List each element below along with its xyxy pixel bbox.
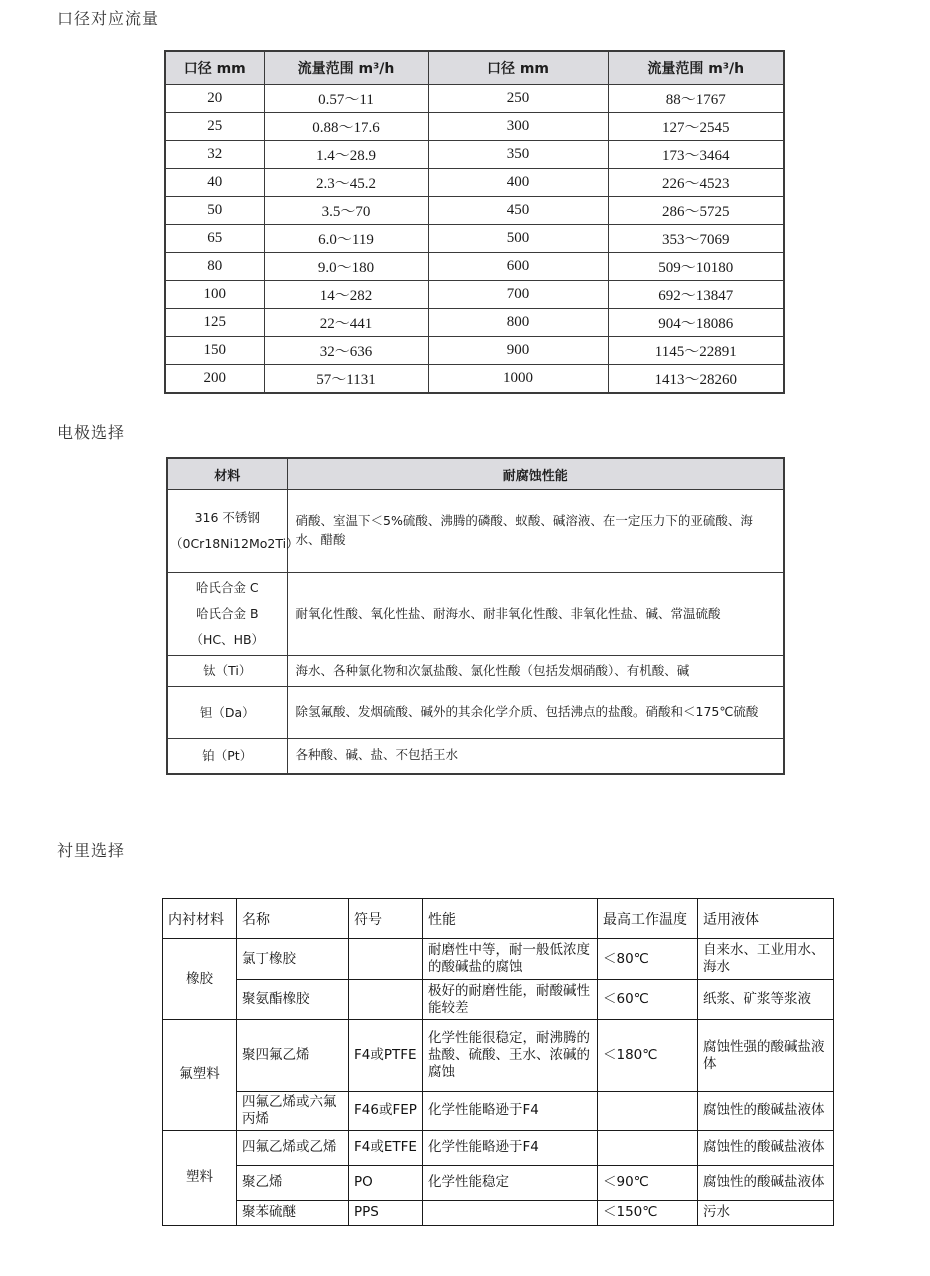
lining-liquids-cell: 腐蚀性强的酸碱盐液体 [698, 1020, 834, 1092]
lining-max-temp-cell: ＜60℃ [598, 980, 698, 1020]
lining-max-temp-cell: ＜150℃ [598, 1200, 698, 1225]
flow-cell: 509～10180 [608, 253, 784, 281]
flow-cell: 1145～22891 [608, 337, 784, 365]
lining-performance-cell: 极好的耐磨性能，耐酸碱性能较差 [423, 980, 598, 1020]
lining-table-row [163, 980, 834, 1020]
flow-cell: 904～18086 [608, 309, 784, 337]
lining-performance-cell: 耐磨性中等，耐一般低浓度的酸碱盐的腐蚀 [423, 939, 598, 980]
flow-cell: 500 [428, 225, 608, 253]
lining-header-cell: 内衬材料 [163, 899, 237, 939]
flow-cell: 80 [165, 253, 264, 281]
flow-cell: 125 [165, 309, 264, 337]
lining-table-row [163, 1020, 834, 1092]
lining-liquids-cell: 腐蚀性的酸碱盐液体 [698, 1092, 834, 1131]
lining-max-temp-cell: ＜90℃ [598, 1165, 698, 1200]
lining-symbol-cell: F46或FEP [349, 1092, 423, 1131]
electrode-table-row [167, 490, 784, 573]
flow-table-body [165, 85, 784, 394]
section-title-lining: 衬里选择 [57, 841, 126, 860]
electrode-material-cell [167, 573, 287, 656]
lining-performance-cell: 化学性能略逊于F4 [423, 1092, 598, 1131]
lining-name-cell: 四氟乙烯或乙烯 [237, 1130, 349, 1165]
flow-cell: 32～636 [264, 337, 428, 365]
lining-performance-cell: 化学性能略逊于F4 [423, 1130, 598, 1165]
electrode-performance-cell: 耐氧化性酸、氧化性盐、耐海水、耐非氧化性酸、非氧化性盐、碱、常温硫酸 [287, 573, 784, 656]
lining-name-cell: 聚苯硫醚 [237, 1200, 349, 1225]
electrode-performance-cell: 除氢氟酸、发烟硫酸、碱外的其余化学介质、包括沸点的盐酸。硝酸和＜175℃硫酸 [287, 687, 784, 739]
flow-cell: 65 [165, 225, 264, 253]
electrode-table-row [167, 687, 784, 739]
flow-cell: 0.88～17.6 [264, 113, 428, 141]
electrode-table-body [167, 490, 784, 774]
lining-max-temp-cell: ＜180℃ [598, 1020, 698, 1092]
flow-cell: 350 [428, 141, 608, 169]
electrode-material-cell [167, 687, 287, 739]
lining-liquids-cell: 腐蚀性的酸碱盐液体 [698, 1130, 834, 1165]
flow-table-row [165, 113, 784, 141]
lining-table-row [163, 1200, 834, 1225]
electrode-material-line: 哈氏合金 B [195, 606, 259, 621]
flow-cell: 200 [165, 365, 264, 394]
electrode-performance-cell: 硝酸、室温下＜5%硫酸、沸腾的磷酸、蚁酸、碱溶液、在一定压力下的亚硫酸、海水、醋酸 [287, 490, 784, 573]
lining-header-cell: 符号 [349, 899, 423, 939]
flow-cell: 127～2545 [608, 113, 784, 141]
flow-table-row [165, 225, 784, 253]
electrode-header-cell: 耐腐蚀性能 [287, 458, 784, 490]
section-title-flow: 口径对应流量 [57, 9, 160, 28]
electrode-table-header-row [167, 458, 784, 490]
flow-cell: 226～4523 [608, 169, 784, 197]
flow-cell: 20 [165, 85, 264, 113]
flow-cell: 400 [428, 169, 608, 197]
electrode-table-row [167, 573, 784, 656]
flow-cell: 1413～28260 [608, 365, 784, 394]
flow-cell: 2.3～45.2 [264, 169, 428, 197]
flow-table-row [165, 281, 784, 309]
flow-cell: 600 [428, 253, 608, 281]
lining-material-group-cell: 橡胶 [163, 939, 237, 1020]
electrode-table [166, 457, 785, 775]
lining-liquids-cell: 腐蚀性的酸碱盐液体 [698, 1165, 834, 1200]
lining-header-cell: 适用液体 [698, 899, 834, 939]
flow-cell: 150 [165, 337, 264, 365]
flow-cell: 88～1767 [608, 85, 784, 113]
lining-name-cell: 氯丁橡胶 [237, 939, 349, 980]
flow-cell: 40 [165, 169, 264, 197]
electrode-material-line: （0Cr18Ni12Mo2Ti） [170, 536, 299, 551]
flow-cell: 300 [428, 113, 608, 141]
electrode-material-line: 钽（Da） [199, 704, 255, 720]
electrode-material-line: 钛（Ti） [203, 663, 252, 678]
flow-cell: 50 [165, 197, 264, 225]
lining-table-body [163, 939, 834, 1226]
lining-symbol-cell [349, 980, 423, 1020]
lining-symbol-cell: PPS [349, 1200, 423, 1225]
flow-cell: 286～5725 [608, 197, 784, 225]
flow-cell: 14～282 [264, 281, 428, 309]
lining-symbol-cell: F4或PTFE [349, 1020, 423, 1092]
lining-performance-cell [423, 1200, 598, 1225]
flow-header-cell: 流量范围 m³/h [608, 51, 784, 85]
electrode-material-cell [167, 490, 299, 573]
electrode-material-line: 316 不锈钢 [194, 510, 260, 525]
lining-material-group-cell: 氟塑料 [163, 1020, 237, 1131]
flow-header-cell: 口径 mm [165, 51, 264, 85]
flow-cell: 57～1131 [264, 365, 428, 394]
lining-name-cell: 聚四氟乙烯 [237, 1020, 349, 1092]
flow-table-row [165, 141, 784, 169]
electrode-table-row [167, 739, 784, 774]
flow-table-row [165, 309, 784, 337]
flow-cell: 700 [428, 281, 608, 309]
flow-header-cell: 口径 mm [428, 51, 608, 85]
lining-liquids-cell: 纸浆、矿浆等浆液 [698, 980, 834, 1020]
flow-cell: 0.57～11 [264, 85, 428, 113]
electrode-header-cell: 材料 [167, 458, 287, 490]
flow-table-row [165, 169, 784, 197]
flow-cell: 1.4～28.9 [264, 141, 428, 169]
lining-table [162, 898, 834, 1226]
flow-cell: 450 [428, 197, 608, 225]
lining-table-header-row [163, 899, 834, 939]
flow-table-row [165, 365, 784, 394]
lining-liquids-cell: 自来水、工业用水、海水 [698, 939, 834, 980]
lining-name-cell: 聚氨酯橡胶 [237, 980, 349, 1020]
lining-symbol-cell: F4或ETFE [349, 1130, 423, 1165]
electrode-material-cell [167, 656, 287, 687]
flow-cell: 25 [165, 113, 264, 141]
electrode-performance-cell: 各种酸、碱、盐、不包括王水 [287, 739, 784, 774]
flow-cell: 250 [428, 85, 608, 113]
flow-table-header-row [165, 51, 784, 85]
lining-max-temp-cell [598, 1130, 698, 1165]
flow-table-row [165, 85, 784, 113]
lining-table-row [163, 1092, 834, 1131]
flow-table-row [165, 197, 784, 225]
flow-cell: 900 [428, 337, 608, 365]
lining-performance-cell: 化学性能很稳定，耐沸腾的盐酸、硫酸、王水、浓碱的腐蚀 [423, 1020, 598, 1092]
flow-table-row [165, 337, 784, 365]
lining-name-cell: 聚乙烯 [237, 1165, 349, 1200]
lining-header-cell: 名称 [237, 899, 349, 939]
electrode-material-cell [167, 739, 287, 774]
lining-table-row [163, 939, 834, 980]
electrode-performance-cell: 海水、各种氯化物和次氯盐酸、氯化性酸（包括发烟硝酸）、有机酸、碱 [287, 656, 784, 687]
section-title-electrode: 电极选择 [57, 423, 126, 442]
electrode-material-line: 哈氏合金 C [195, 580, 259, 595]
lining-performance-cell: 化学性能稳定 [423, 1165, 598, 1200]
lining-table-row [163, 1165, 834, 1200]
flow-table [164, 50, 785, 394]
flow-cell: 3.5～70 [264, 197, 428, 225]
lining-max-temp-cell [598, 1092, 698, 1131]
lining-symbol-cell: PO [349, 1165, 423, 1200]
lining-name-cell: 四氟乙烯或六氟丙烯 [237, 1092, 349, 1131]
flow-cell: 22～441 [264, 309, 428, 337]
flow-cell: 1000 [428, 365, 608, 394]
electrode-table-row [167, 656, 784, 687]
lining-liquids-cell: 污水 [698, 1200, 834, 1225]
lining-table-row [163, 1130, 834, 1165]
lining-header-cell: 最高工作温度 [598, 899, 698, 939]
electrode-material-line: （HC、HB） [190, 632, 265, 647]
flow-cell: 800 [428, 309, 608, 337]
lining-header-cell: 性能 [423, 899, 598, 939]
flow-cell: 6.0～119 [264, 225, 428, 253]
flow-cell: 173～3464 [608, 141, 784, 169]
flow-cell: 353～7069 [608, 225, 784, 253]
flow-table-row [165, 253, 784, 281]
flow-header-cell: 流量范围 m³/h [264, 51, 428, 85]
flow-cell: 32 [165, 141, 264, 169]
electrode-material-line: 铂（Pt） [202, 747, 253, 763]
lining-symbol-cell [349, 939, 423, 980]
flow-cell: 100 [165, 281, 264, 309]
lining-max-temp-cell: ＜80℃ [598, 939, 698, 980]
lining-material-group-cell: 塑料 [163, 1130, 237, 1225]
flow-cell: 9.0～180 [264, 253, 428, 281]
flow-cell: 692～13847 [608, 281, 784, 309]
